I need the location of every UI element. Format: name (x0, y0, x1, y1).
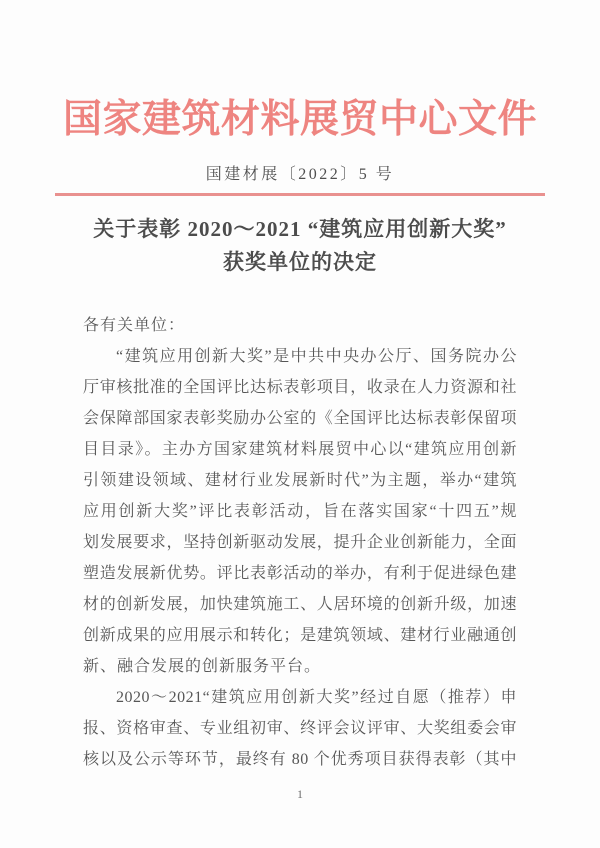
body-line: 创新成果的应用展示和转化；是建筑领域、建材行业融通创 (83, 627, 517, 644)
body-line: 材的创新发展，加快建筑施工、人居环境的创新升级，加速 (83, 596, 517, 613)
body-line: 报、资格审查、专业组初审、终评会议评审、大奖组委会审 (83, 720, 517, 737)
document-number: 国建材展〔2022〕5 号 (205, 166, 395, 183)
body-line: 划发展要求，坚持创新驱动发展，提升企业创新能力，全面 (83, 534, 517, 551)
document-title (0, 213, 600, 279)
body-line: 厅审核批准的全国评比达标表彰项目，收录在人力资源和社 (83, 379, 517, 396)
body-line: 会保障部国家表彰奖励办公室的《全国评比达标表彰保留项 (83, 410, 517, 427)
body-line: 新、融合发展的创新服务平台。 (83, 658, 322, 675)
body-line: 引领建设领域、建材行业发展新时代”为主题，举办“建筑 (83, 472, 517, 489)
page-number: 1 (297, 787, 303, 801)
red-divider-line (55, 193, 545, 196)
body-line: 塑造发展新优势。评比表彰活动的举办，有利于促进绿色建 (83, 565, 517, 582)
document-body (83, 310, 517, 775)
document-title-line2: 获奖单位的决定 (223, 250, 377, 274)
letterhead-org-title: 国家建筑材料展贸中心文件 (62, 98, 537, 141)
body-line: “建筑应用创新大奖”是中共中央办公厅、国务院办公 (116, 348, 517, 365)
body-line: 2020～2021“建筑应用创新大奖”经过自愿（推荐）申 (116, 689, 517, 706)
body-line: 核以及公示等环节，最终有 80 个优秀项目获得表彰（其中 (83, 751, 517, 768)
body-line: 应用创新大奖”评比表彰活动，旨在落实国家“十四五”规 (83, 503, 517, 520)
salutation-line: 各有关单位： (83, 317, 186, 334)
body-line: 目目录》。主办方国家建筑材料展贸中心以“建筑应用创新 (83, 441, 517, 458)
document-title-line1: 关于表彰 2020～2021 “建筑应用创新大奖” (93, 217, 507, 241)
